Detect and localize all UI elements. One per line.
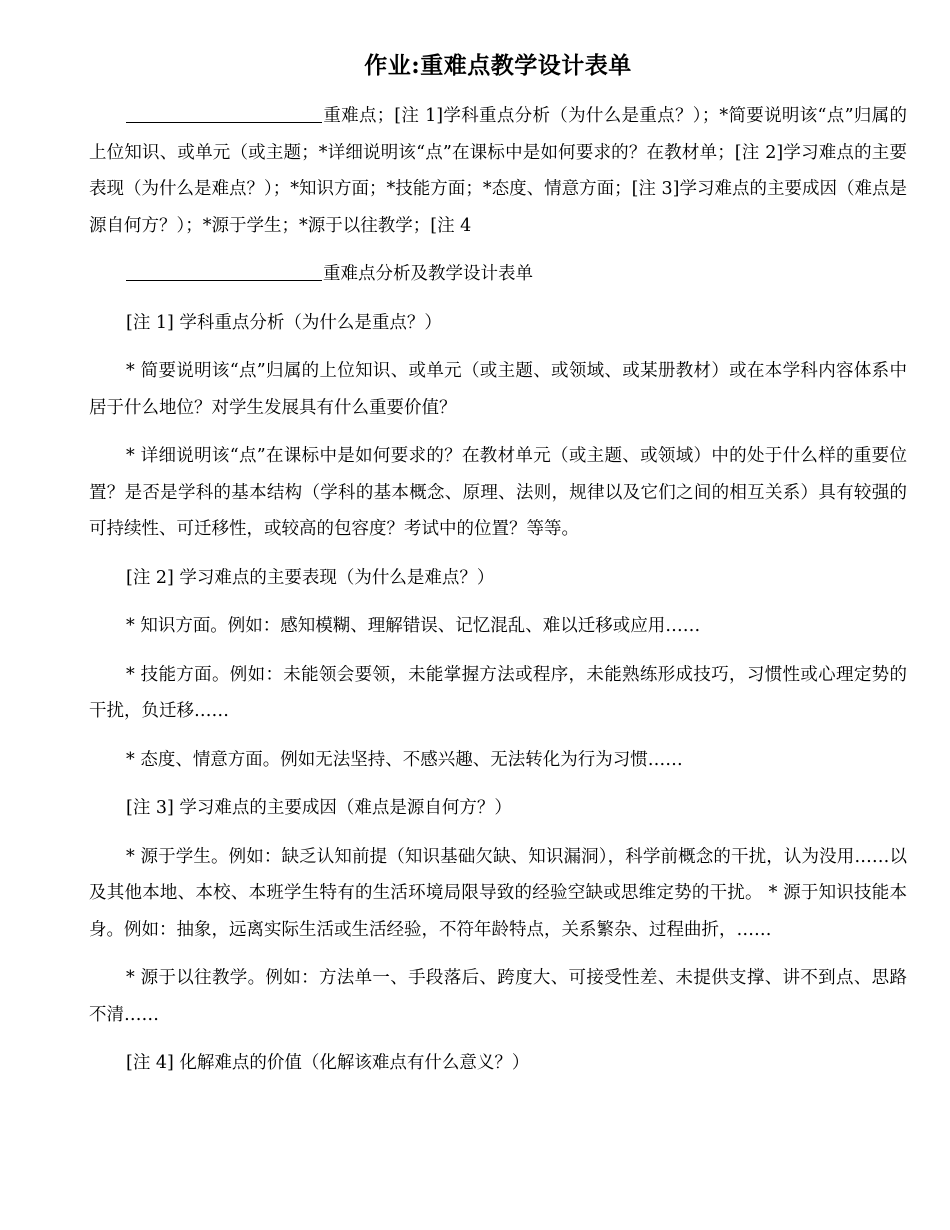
fill-in-blank xyxy=(126,262,322,281)
note-3-item-students: * 源于学生。例如：缺乏认知前提（知识基础欠缺、知识漏洞），科学前概念的干扰，认为没用……以及其他本地、本校、本班学生特有的生活环境局限导致的经验空缺或思维定势的干扰。 * 源于知识技能本身。例如：抽象，远离实际生活或生活经验，不符年龄特点，关系繁杂、过程曲折，…… xyxy=(89,846,907,940)
document-page xyxy=(89,0,907,1082)
paragraph-summary xyxy=(89,98,907,244)
note-1-heading: [注 1] 学科重点分析（为什么是重点？） xyxy=(126,312,442,333)
document-title: 作业:重难点教学设计表单 xyxy=(364,52,632,79)
note-2-item-skills: * 技能方面。例如：未能领会要领，未能掌握方法或程序，未能熟练形成技巧，习惯性或心理定势的干扰，负迁移…… xyxy=(89,664,907,721)
fill-in-blank xyxy=(126,104,322,123)
note-2-item-attitude: * 态度、情意方面。例如无法坚持、不感兴趣、无法转化为行为习惯…… xyxy=(126,749,683,770)
paragraph-text: 重难点分析及教学设计表单 xyxy=(323,264,533,284)
note-4-heading: [注 4] 化解难点的价值（化解该难点有什么意义？） xyxy=(126,1053,530,1073)
note-2-heading: [注 2] 学习难点的主要表现（为什么是难点？） xyxy=(126,567,495,588)
note-3-heading: [注 3] 学习难点的主要成因（难点是源自何方？） xyxy=(126,798,512,818)
note-1-item-2: * 详细说明该“点”在课标中是如何要求的？在教材单元（或主题、或领域）中的处于什么样的重要位置？是否是学科的基本结构（学科的基本概念、原理、法则，规律以及它们之间的相互关系）具有较强的可持续性、可迁移性，或较高的包容度？考试中的位置？等等。 xyxy=(89,446,907,539)
paragraph-text: 重难点；[注 1]学科重点分析（为什么是重点？）；*简要说明该“点”归属的上位知识、或单元（或主题；*详细说明该“点”在课标中是如何要求的？在教材单；[注 2]学习难点的主要表现（为什么是难点？）；*知识方面；*技能方面；*态度、情意方面；[注 3]学习难点的主要成因（难点是源自何方？）；*源于学生；*源于以往教学；[注 4 xyxy=(89,106,907,236)
note-3-item-teaching: * 源于以往教学。例如：方法单一、手段落后、跨度大、可接受性差、未提供支撑、讲不到点、思路不清…… xyxy=(89,968,907,1025)
paragraph-form-heading xyxy=(89,256,907,293)
note-1-item-1: * 简要说明该“点”归属的上位知识、或单元（或主题、或领域、或某册教材）或在本学科内容体系中居于什么地位？对学生发展具有什么重要价值？ xyxy=(89,361,907,418)
note-2-item-knowledge: * 知识方面。例如：感知模糊、理解错误、记忆混乱、难以迁移或应用…… xyxy=(126,616,701,636)
